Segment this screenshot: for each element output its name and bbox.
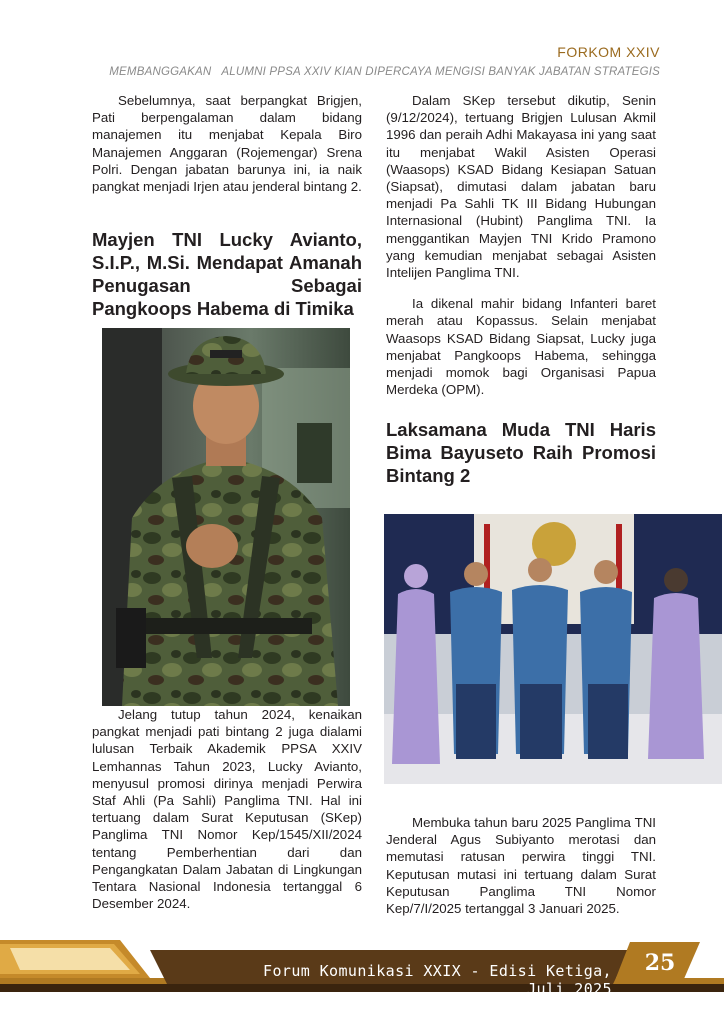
paragraph-skep-details: Dalam SKep tersebut dikutip, Senin (9/12/2024), tertuang Brigjen Lulusan Akmil 1996 dan peraih Adhi Makayasa ini yang saat itu menjabat Wakil Asisten Operasi (Waasops) KSAD Bidang Kesiapan Satuan (Siapsat), dimutasi dalam jabatan baru menjadi Pa Sahli TK III Bidang Hubungan Internasional (Hubint) Panglima TNI. Ia menggantikan Mayjen TNI Krido Pramono yang kemudian menjabat sebagai Asisten Intelijen Panglima TNI.: [386, 93, 656, 281]
footer-publication: Forum Komunikasi XXIX - Edisi Ketiga, Juli 2025: [263, 962, 612, 998]
left-column-after-photo: [92, 706, 362, 912]
photo-navy-officers-group: [384, 514, 722, 784]
right-column-heading-block: [386, 418, 656, 487]
subtitle-article-title: ALUMNI PPSA XXIV KIAN DIPERCAYA MENGISI BANYAK JABATAN STRATEGIS: [221, 66, 660, 78]
paragraph-intro: Sebelumnya, saat berpangkat Brigjen, Pati berpengalaman dalam bidang manajemen itu menjabat Kepala Biro Manajemen Anggaran (Rojemengar) Srena Polri. Dengan jabatan barunya ini, ia naik pangkat menjadi Irjen atau jenderal bintang 2.: [92, 93, 362, 195]
section-subtitle: [109, 66, 660, 78]
navy-group-photo-graphic: [384, 514, 722, 784]
left-column-heading-block: [92, 228, 362, 320]
paragraph-mutation-2025: Membuka tahun baru 2025 Panglima TNI Jenderal Agus Subiyanto merotasi dan memutasi ratusan perwira tinggi TNI. Keputusan mutasi ini tertuang dalam Surat Keputusan Panglima TNI Nomor Kep/7/I/2025 tertanggal 3 Januari 2025.: [386, 815, 656, 917]
right-column-bottom: [386, 814, 656, 917]
article-heading-lucky-avianto: Mayjen TNI Lucky Avianto, S.I.P., M.Si. Mendapat Amanah Penugasan Sebagai Pangkoops Habema di Timika: [92, 229, 362, 319]
photo-soldier-camouflage: [102, 328, 350, 706]
soldier-photo-graphic: [102, 328, 350, 706]
page-number: 25: [644, 950, 676, 976]
left-column-intro: [92, 92, 362, 195]
paragraph-infantry-expertise: Ia dikenal mahir bidang Infanteri baret merah atau Kopassus. Selain menjabat Waasops KSAD Bidang Siapsat, Lucky juga menjabat Pangkoops Habema, sehingga menjadi momok bagi Organisasi Papua Merdeka (OPM).: [386, 296, 656, 398]
paragraph-promotion-lucky: Jelang tutup tahun 2024, kenaikan pangkat menjadi pati bintang 2 juga dialami lulusan Terbaik Akademik PPSA XXIV Lemhannas Tahun 2023, Lucky Avianto, menyusul promosi dirinya menjadi Perwira Staf Ahli (Pa Sahli) Panglima TNI. Hal ini tertuang dalam Surat Keputusan (SKep) Panglima TNI Nomor Kep/1545/XII/2024 tentang Pemberhentian dari dan Pengangkatan Dalam Jabatan di Lingkungan Tentara Nasional Indonesia tertanggal 6 Desember 2024.: [92, 707, 362, 912]
subtitle-section-label: MEMBANGGAKAN: [109, 66, 212, 78]
magazine-brand: FORKOM XXIV: [557, 44, 660, 60]
article-heading-haris-bima: Laksamana Muda TNI Haris Bima Bayuseto Raih Promosi Bintang 2: [386, 419, 656, 486]
right-column-top: [386, 92, 656, 398]
